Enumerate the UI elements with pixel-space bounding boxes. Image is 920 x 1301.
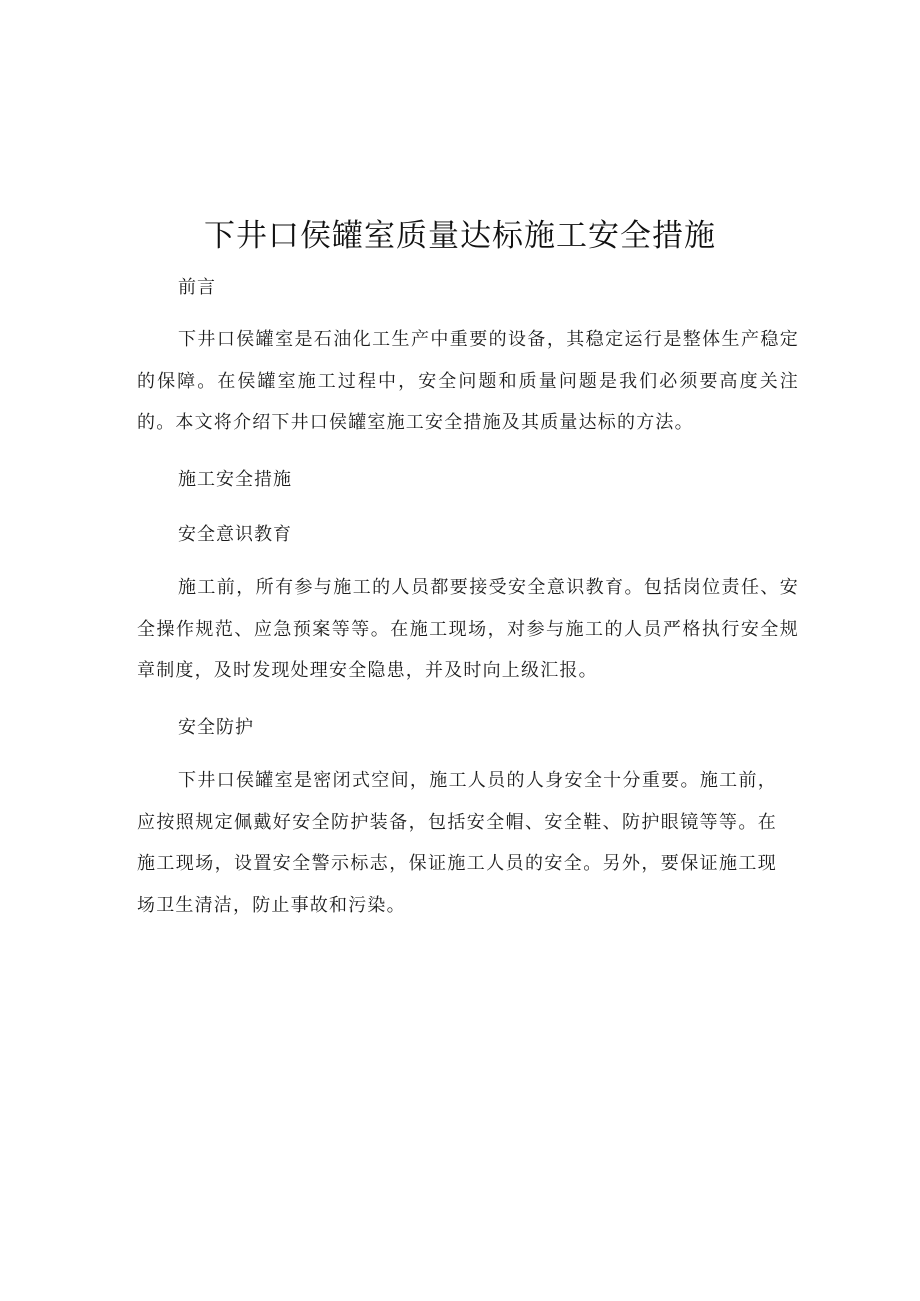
paragraph-preface: 下井口侯罐室是石油化工生产中重要的设备，其稳定运行是整体生产稳定的保障。在侯罐室施工过程中，安全问题和质量问题是我们必须要高度关注的。本文将介绍下井口侯罐室施工安全措施及其质量达标的方法。 — [137, 329, 799, 433]
section-heading-preface: 前言 — [178, 277, 216, 298]
paragraph-safety-protection: 下井口侯罐室是密闭式空间，施工人员的人身安全十分重要。施工前，应按照规定佩戴好安全防护装备，包括安全帽、安全鞋、防护眼镜等等。在施工现场，设置安全警示标志，保证施工人员的安全。另外，要保证施工现场卫生清洁，防止事故和污染。 — [137, 770, 777, 916]
section-heading-safety-protection: 安全防护 — [178, 717, 254, 738]
section-heading-safety-measures: 施工安全措施 — [178, 469, 292, 490]
section-heading-safety-education: 安全意识教育 — [178, 524, 292, 545]
paragraph-safety-education: 施工前，所有参与施工的人员都要接受安全意识教育。包括岗位责任、安全操作规范、应急预案等等。在施工现场，对参与施工的人员严格执行安全规章制度，及时发现处理安全隐患，并及时向上级汇报。 — [137, 577, 799, 681]
document-title: 下井口侯罐室质量达标施工安全措施 — [204, 218, 716, 254]
